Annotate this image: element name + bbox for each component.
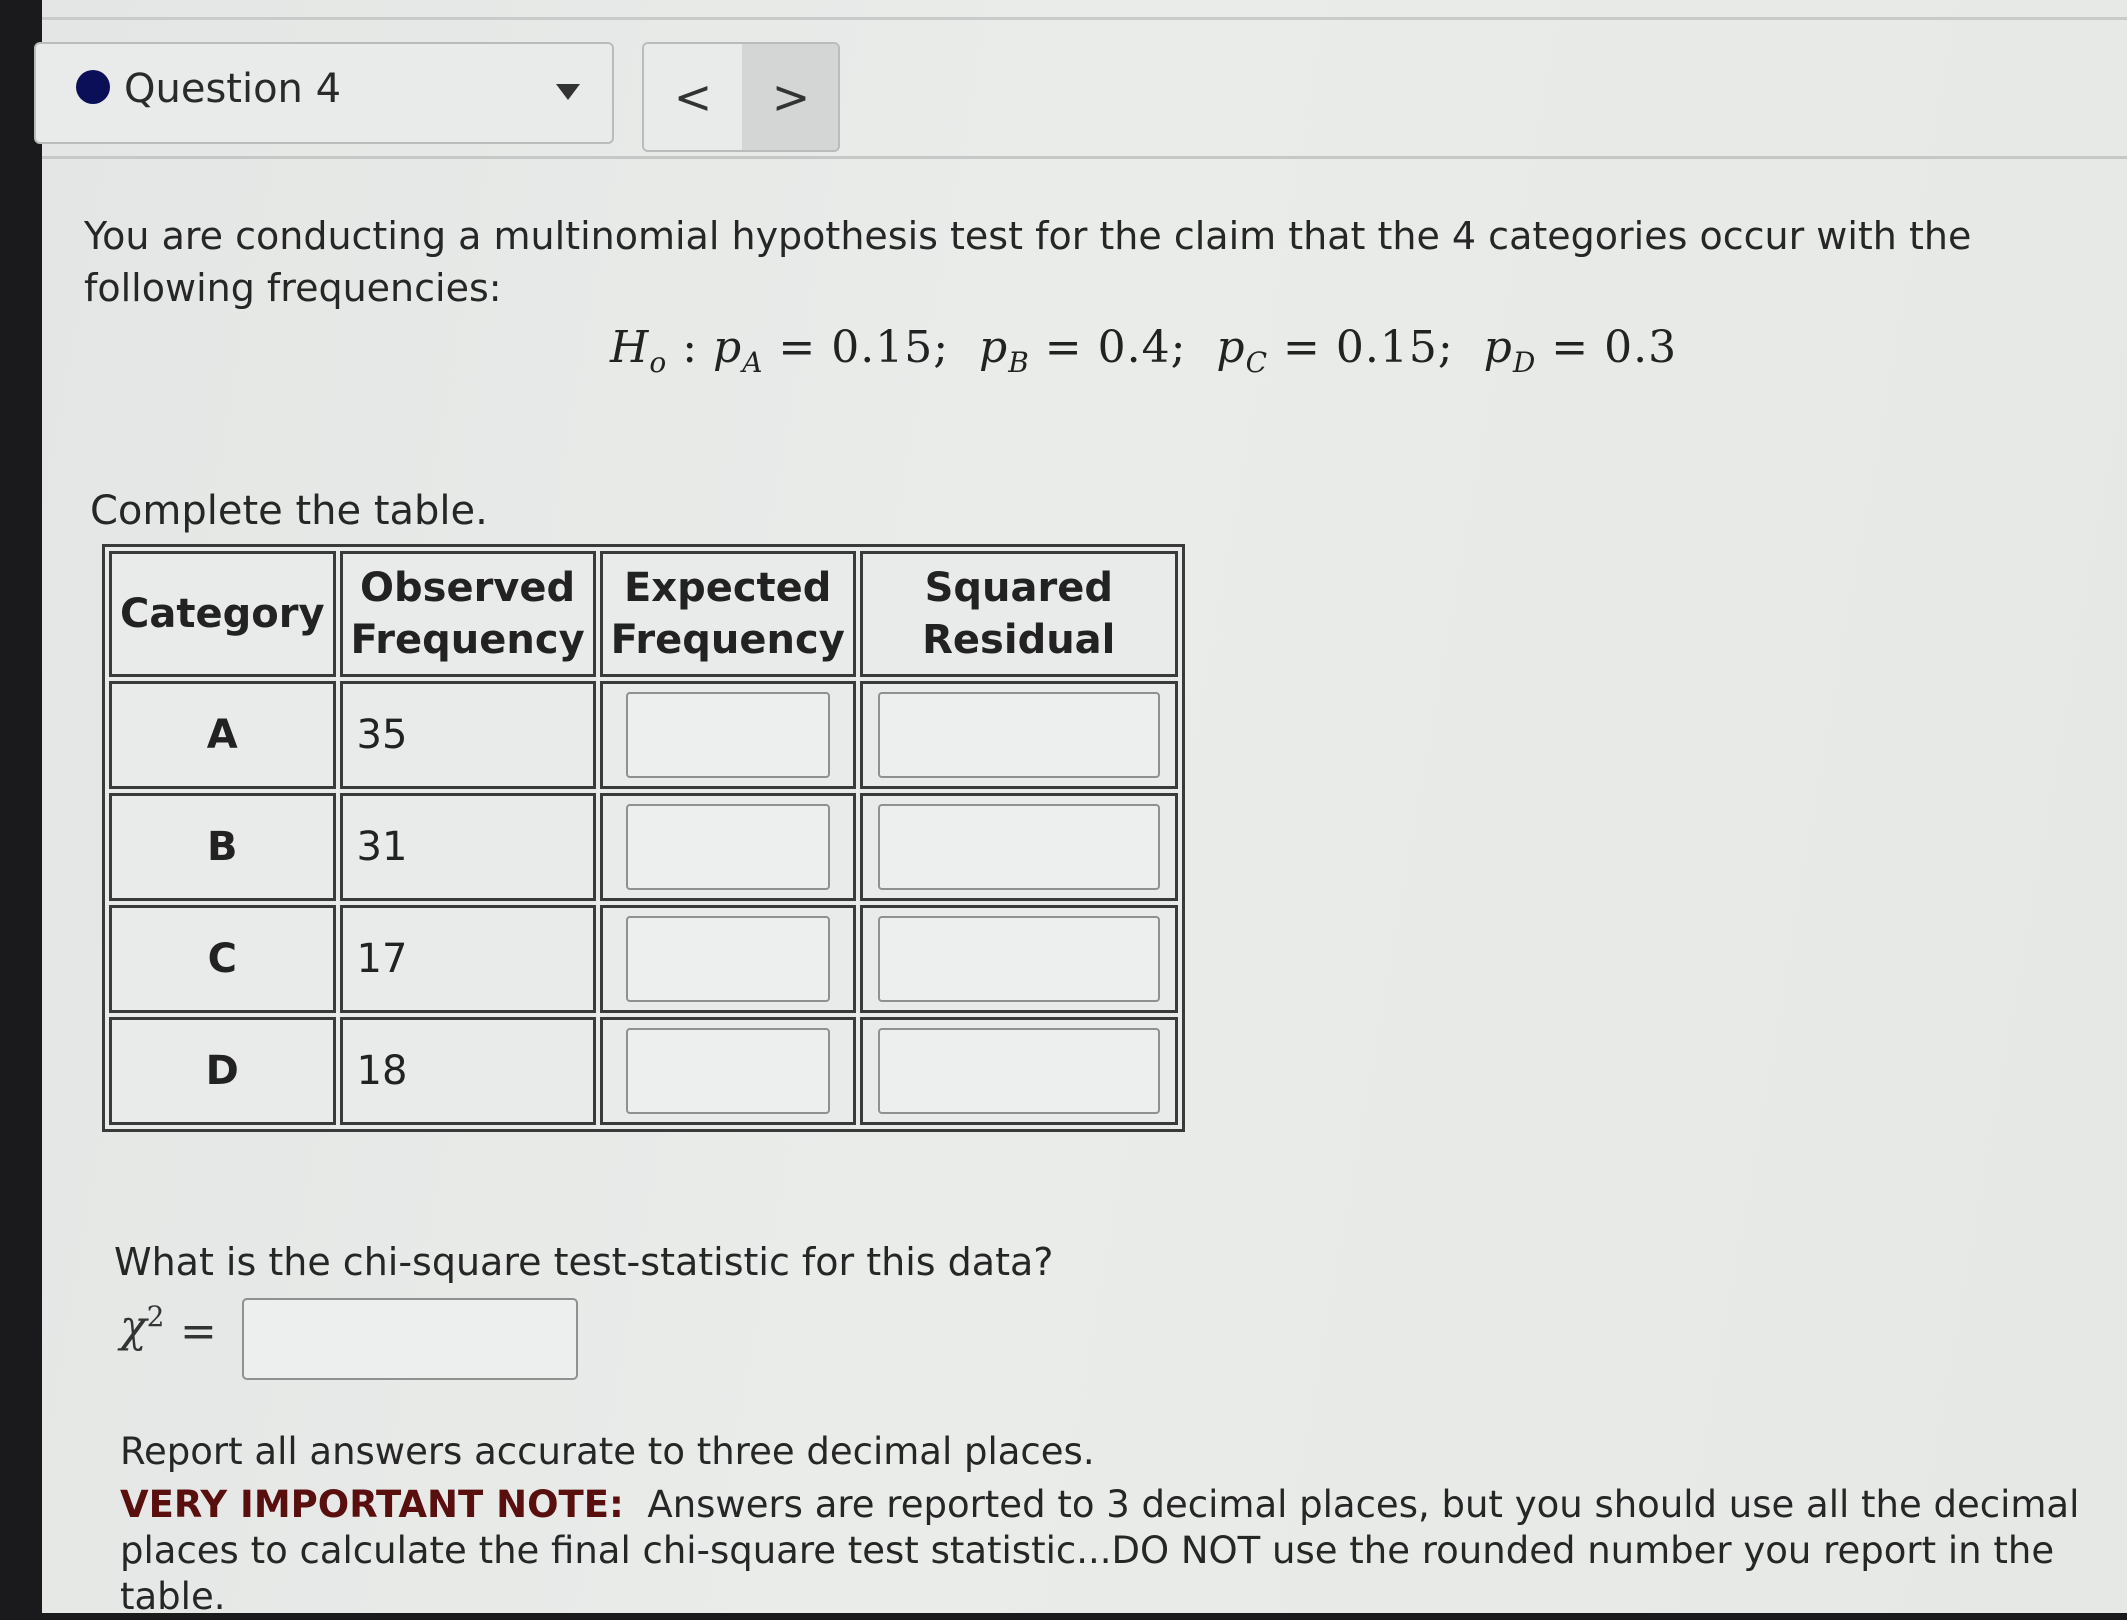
null-hypothesis: $H_o$ : $p_A = 0.15$; $p_B = 0.4$; $p_C = 0.15$; $p_D = 0.3$: [610, 322, 1678, 379]
hyp-p: p: [1483, 322, 1513, 373]
expected-input-c[interactable]: [626, 916, 830, 1002]
expected-cell: [600, 681, 856, 789]
chi-equals: =: [180, 1306, 217, 1357]
hyp-value: 0.4: [1097, 322, 1171, 373]
residual-input-d[interactable]: [878, 1028, 1160, 1114]
chi-power: 2: [146, 1300, 165, 1333]
expected-input-d[interactable]: [626, 1028, 830, 1114]
hyp-sub: B: [1008, 345, 1030, 379]
header-expected-line2: Frequency: [610, 617, 845, 663]
expected-input-b[interactable]: [626, 804, 830, 890]
hyp-value: 0.3: [1604, 322, 1678, 373]
residual-cell: [860, 1017, 1178, 1125]
chi-letter: χ: [120, 1301, 147, 1353]
header-observed-line2: Frequency: [350, 617, 585, 663]
hyp-p: p: [713, 322, 743, 373]
top-divider: [42, 17, 2127, 20]
table-row: [109, 1017, 1178, 1125]
hyp-value: 0.15: [831, 322, 934, 373]
residual-input-a[interactable]: [878, 692, 1160, 778]
category-cell: C: [109, 905, 336, 1013]
question-prompt: You are conducting a multinomial hypothesis test for the claim that the 4 categories occur with the following frequencies:: [84, 214, 1972, 310]
category-cell: A: [109, 681, 336, 789]
category-cell: B: [109, 793, 336, 901]
expected-input-a[interactable]: [626, 692, 830, 778]
expected-cell: [600, 793, 856, 901]
residual-input-c[interactable]: [878, 916, 1160, 1002]
table-row: [109, 905, 1178, 1013]
chi-square-symbol: [120, 1300, 165, 1353]
residual-cell: [860, 905, 1178, 1013]
hyp-sub: D: [1512, 345, 1537, 379]
note-text: Answers are reported to 3 decimal places, but you should use all the decimal places to calculate the final chi-square test statistic...DO NOT use the rounded number you report in the table.: [120, 1483, 2080, 1618]
category-cell: D: [109, 1017, 336, 1125]
hyp-lhs-sub: o: [649, 345, 668, 379]
next-question-button[interactable]: >: [742, 44, 840, 150]
expected-cell: [600, 1017, 856, 1125]
observed-cell: 17: [340, 905, 596, 1013]
table-header-row: [109, 551, 1178, 677]
expected-cell: [600, 905, 856, 1013]
chi-square-input[interactable]: [242, 1298, 578, 1380]
note-label: VERY IMPORTANT NOTE:: [120, 1483, 624, 1526]
status-dot-icon: [76, 70, 110, 104]
hyp-p: p: [979, 322, 1009, 373]
header-squared-residual: [860, 551, 1178, 677]
question-nav: [642, 42, 840, 152]
chi-square-question: What is the chi-square test-statistic for this data?: [114, 1240, 1054, 1284]
header-divider: [42, 156, 2127, 159]
observed-cell: 35: [340, 681, 596, 789]
question-selector[interactable]: [34, 42, 614, 144]
prev-question-button[interactable]: <: [644, 44, 742, 150]
screen: [42, 0, 2127, 1618]
header-category: Category: [109, 551, 336, 677]
header-observed: [340, 551, 596, 677]
header-squared-line1: Squared: [924, 565, 1113, 611]
caret-down-icon: [556, 84, 580, 100]
hyp-sub: A: [742, 345, 764, 379]
table-row: [109, 793, 1178, 901]
header-squared-line2: Residual: [922, 617, 1116, 663]
frequency-table: [102, 544, 1185, 1132]
residual-input-b[interactable]: [878, 804, 1160, 890]
hyp-p: p: [1216, 322, 1246, 373]
question-label: Question 4: [124, 66, 342, 112]
hyp-sub: C: [1245, 345, 1269, 379]
observed-cell: 31: [340, 793, 596, 901]
observed-cell: 18: [340, 1017, 596, 1125]
instruction-text: Complete the table.: [90, 488, 488, 534]
residual-cell: [860, 681, 1178, 789]
hyp-lhs: H: [610, 322, 650, 373]
hyp-value: 0.15: [1335, 322, 1438, 373]
header-expected: [600, 551, 856, 677]
header-observed-line1: Observed: [360, 565, 576, 611]
table-row: [109, 681, 1178, 789]
header-expected-line1: Expected: [623, 565, 832, 611]
important-note: [120, 1482, 2080, 1620]
report-instruction: Report all answers accurate to three decimal places.: [120, 1430, 1095, 1473]
residual-cell: [860, 793, 1178, 901]
